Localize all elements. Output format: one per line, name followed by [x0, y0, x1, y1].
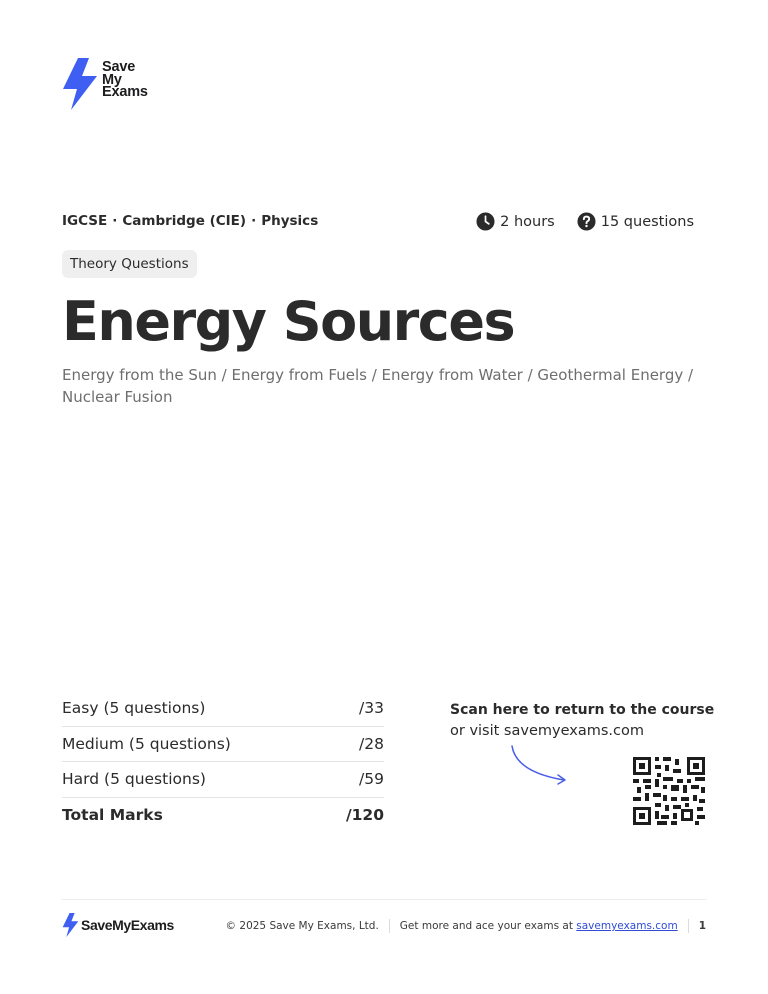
curved-arrow-icon — [508, 744, 572, 788]
page-title: Energy Sources — [62, 290, 515, 353]
footer-separator — [688, 919, 689, 933]
qr-code[interactable] — [633, 757, 705, 825]
question-circle-icon — [577, 212, 596, 231]
footer-divider — [62, 899, 706, 900]
marks-row-label: Medium (5 questions) — [62, 734, 231, 753]
marks-row-total — [62, 798, 384, 834]
logo-line-save: Save — [102, 59, 136, 75]
logo-line-exams: Exams — [102, 84, 148, 100]
total-marks-label: Total Marks — [62, 806, 163, 825]
marks-row-label: Easy (5 questions) — [62, 699, 206, 718]
exam-stats — [476, 212, 694, 231]
question-type-tag: Theory Questions — [62, 250, 197, 278]
clock-icon — [476, 212, 495, 231]
marks-row-medium — [62, 727, 384, 763]
lightning-bolt-icon — [62, 58, 98, 110]
breadcrumb-separator: · — [251, 213, 257, 229]
breadcrumb — [62, 213, 318, 229]
page-number: 1 — [698, 920, 706, 932]
duration-stat — [476, 212, 555, 231]
marks-row-value: /59 — [359, 770, 384, 789]
page-footer — [62, 913, 706, 937]
questions-text: 15 questions — [600, 213, 694, 230]
duration-text: 2 hours — [500, 213, 555, 230]
scan-title: Scan here to return to the course — [450, 702, 715, 718]
footer-logo[interactable] — [62, 913, 174, 937]
footer-cta — [400, 920, 678, 932]
meta-row — [62, 212, 706, 232]
marks-table — [62, 691, 384, 833]
questions-stat — [577, 212, 694, 231]
marks-row-value: /28 — [359, 734, 384, 753]
breadcrumb-level: IGCSE — [62, 213, 108, 229]
breadcrumb-subject: Physics — [261, 213, 319, 229]
brand-logo[interactable] — [62, 58, 148, 110]
breadcrumb-board: Cambridge (CIE) — [122, 213, 247, 229]
logo-line-my: My — [102, 71, 122, 88]
breadcrumb-separator: · — [112, 213, 118, 229]
brand-logo-text — [102, 61, 148, 99]
footer-separator — [389, 919, 390, 933]
total-marks-value: /120 — [345, 806, 384, 825]
copyright-text: © 2025 Save My Exams, Ltd. — [225, 920, 379, 932]
marks-row-label: Hard (5 questions) — [62, 770, 206, 789]
marks-row-value: /33 — [359, 699, 384, 718]
scan-prompt — [450, 702, 714, 739]
footer-cta-text: Get more and ace your exams at — [399, 920, 577, 932]
topic-list: Energy from the Sun / Energy from Fuels / Energy from Water / Geothermal Energy / Nuclear Fusion — [62, 366, 694, 406]
footer-info — [226, 919, 706, 933]
marks-row-hard — [62, 762, 384, 798]
lightning-bolt-icon — [62, 913, 79, 937]
footer-logo-text: SaveMyExams — [81, 917, 174, 933]
website-link[interactable]: savemyexams.com — [576, 920, 678, 932]
marks-row-easy — [62, 691, 384, 727]
scan-subtitle: or visit savemyexams.com — [450, 723, 644, 739]
